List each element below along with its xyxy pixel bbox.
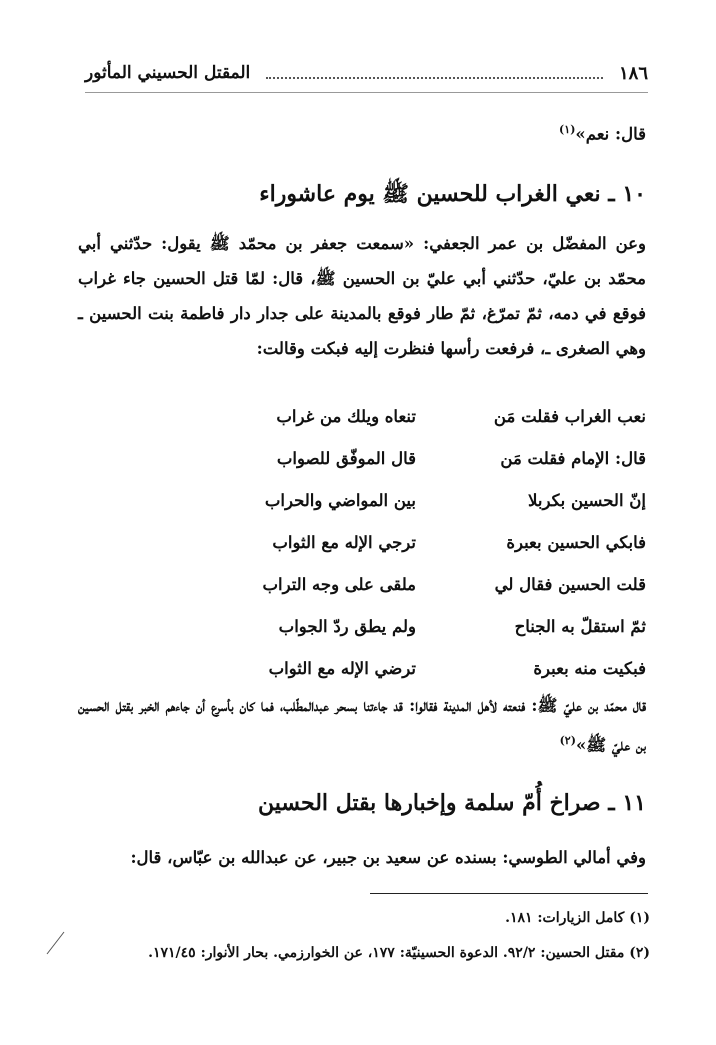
poem-verse <box>160 647 646 689</box>
opening-line <box>78 112 646 152</box>
first-hemistich: قال: الإمام فقلت مَن <box>500 448 646 468</box>
running-header <box>85 58 648 93</box>
second-hemistich: قال الموفّق للصواب <box>276 448 416 468</box>
second-hemistich: ملقى على وجه التراب <box>262 574 416 594</box>
closing-paragraph <box>78 688 646 763</box>
poem-verse <box>160 395 646 437</box>
second-hemistich: ترضي الإله مع الثواب <box>268 658 416 678</box>
poem-verse <box>160 521 646 563</box>
second-hemistich: تنعاه ويلك من غراب <box>276 406 416 426</box>
footnote-text: كامل الزيارات: ١٨١. <box>505 910 625 926</box>
dotted-leader <box>266 67 603 79</box>
footnote-number: (٢) <box>629 945 650 961</box>
poem <box>160 395 646 689</box>
first-hemistich: فابكي الحسين بعبرة <box>506 532 646 552</box>
footnote-separator <box>370 893 648 894</box>
poem-verse <box>160 605 646 647</box>
pen-mark-icon <box>44 930 66 958</box>
section-11-heading: ١١ ـ صراخ أُمّ سلمة وإخبارها بقتل الحسين <box>258 790 646 816</box>
page-number: ١٨٦ <box>618 62 648 84</box>
book-title: المقتل الحسيني المأثور <box>85 63 251 83</box>
footnote-ref-2: (٢) <box>559 734 576 747</box>
footnote-number: (١) <box>629 910 650 926</box>
second-hemistich: ترجي الإله مع الثواب <box>272 532 416 552</box>
poem-verse <box>160 437 646 479</box>
section-10-paragraph: وعن المفضّل بن عمر الجعفي: «سمعت جعفر بن محمّد ﷺ يقول: حدّثني أبي محمّد بن عليّ، حدّثني أبي عليّ بن الحسين ﷺ، قال: لمّا قتل الحسين جاء غراب فوقع في دمه، ثمّ تمرّغ، ثمّ طار فوقع بالمدينة على جدار دار فاطمة بنت الحسين ـ وهي الصغرى ـ، فرفعت رأسها فنظرت إليه فبكت وقالت: <box>78 234 646 358</box>
second-hemistich: بين المواضي والحراب <box>264 490 416 510</box>
poem-verse <box>160 563 646 605</box>
opening-text: قال: نعم» <box>575 124 646 144</box>
footnote-text: مقتل الحسين: ٩٢/٢. الدعوة الحسينيّة: ١٧٧، عن الخوارزمي. بحار الأنوار: ١٧١/٤٥. <box>148 945 625 961</box>
footnote-ref-1: (١) <box>559 123 576 136</box>
first-hemistich: فبكيت منه بعبرة <box>533 658 646 678</box>
closing-text: قال محمّد بن عليّ ﷺ: فنعته لأهل المدينة فقالوا: قد جاءتنا بسحر عبدالمطّلب، فما كان بأسرع أن جاءهم الخبر بقتل الحسين بن عليّ ﷺ» <box>78 696 646 755</box>
first-hemistich: قلت الحسين فقال لي <box>494 574 646 594</box>
first-hemistich: ثمّ استقلّ به الجناح <box>514 616 646 636</box>
footnote-2 <box>78 945 650 961</box>
first-hemistich: نعب الغراب فقلت مَن <box>493 406 646 426</box>
poem-verse <box>160 479 646 521</box>
section-10-heading: ١٠ ـ نعي الغراب للحسين ﷺ يوم عاشوراء <box>259 181 646 207</box>
second-hemistich: ولم يطق ردّ الجواب <box>278 616 416 636</box>
section-11-paragraph: وفي أمالي الطوسي: بسنده عن سعيد بن جبير، عن عبدالله بن عبّاس، قال: <box>130 848 646 867</box>
footnote-1 <box>78 910 650 926</box>
first-hemistich: إنّ الحسين بكربلا <box>528 490 646 510</box>
